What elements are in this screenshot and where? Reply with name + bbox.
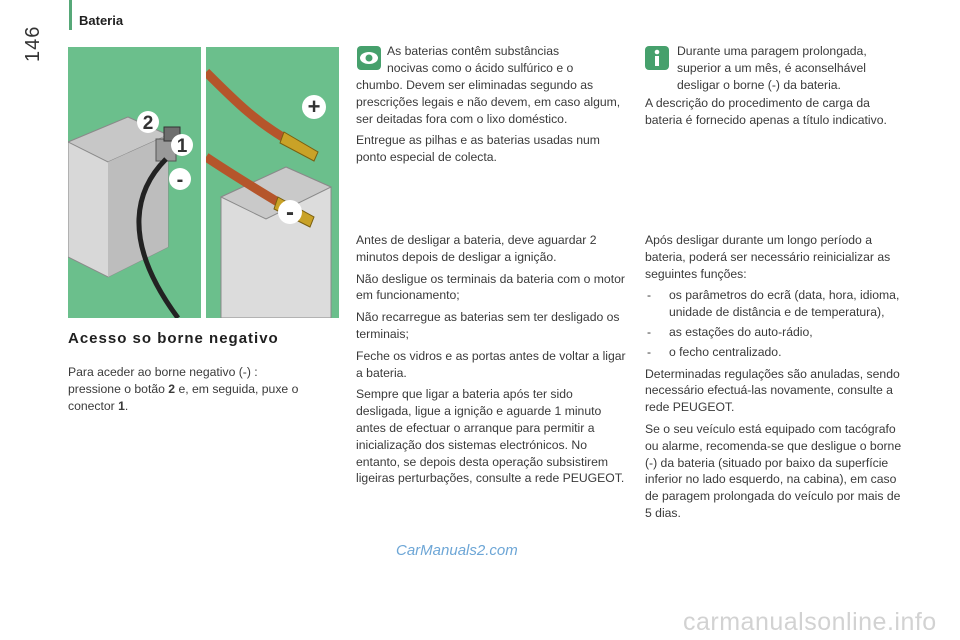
- page-number: 146: [22, 25, 44, 62]
- intro-line-3: conector 1.: [68, 398, 129, 413]
- section-title: Bateria: [79, 13, 124, 28]
- intro-line-1: Para aceder ao borne negativo (-) :: [68, 365, 258, 379]
- section-marker-bar: [69, 0, 72, 30]
- jump-cable-illustration: [206, 47, 339, 318]
- environment-note-head: As baterias contêm substâncias nocivas como o ácido sulfúrico e o: [387, 44, 574, 75]
- label-connector-1: 1: [176, 136, 188, 157]
- info-note: Durante uma paragem prolongada, superior a um mês, é aconselhável desligar o borne (-) da bateria.: [677, 44, 867, 92]
- negative-terminal-instructions: [68, 364, 333, 414]
- list-item: - as estações do auto-rádio,: [645, 324, 910, 341]
- label-positive: +: [307, 94, 321, 119]
- watermark-carmanualsonline[interactable]: carmanualsonline.info: [683, 608, 937, 636]
- list-item: - o fecho centralizado.: [645, 344, 910, 361]
- intro-line-2: pressione o botão 2 e, em seguida, puxe o: [68, 381, 299, 396]
- function-list: [645, 287, 910, 360]
- label-negative-right: -: [286, 199, 294, 226]
- environment-eye-icon: [357, 46, 381, 70]
- reinitialization-section: Após desligar durante um longo período a bateria, poderá ser necessário reinicializar as seguintes funções: - os parâmetros do ecrã (data, hora, idioma, unidade de distância e de temperatura), - as estações do auto-rádio, - o fecho centralizado. Determinadas regulações são anuladas, sendo necessário efectuá-las novamente, consulte a rede PEUGEOT. Se o seu veículo está equipado com tacógrafo ou alarme, recomenda-se que desligue o borne (-) da bateria (situado por baixo da superfície inferior no lado esquerdo, na cabina), em caso de paragem prolongada do veículo por mais de 5 dias.: [645, 232, 910, 527]
- list-item: - os parâmetros do ecrã (data, hora, idioma, unidade de distância e de temperatura),: [645, 287, 910, 321]
- label-button-2: 2: [142, 113, 154, 134]
- section-heading: Acesso so borne negativo: [68, 330, 279, 347]
- disconnect-instructions: Antes de desligar a bateria, deve aguardar 2 minutos depois de desligar a ignição. Não desligue os terminais da bateria com o motor em funcionamento; Não recarregue as baterias sem ter desligado os terminais; Feche os vidros e as portas antes de voltar a ligar a bateria. Sempre que ligar a bateria após ter sido desligada, ligue a ignição e aguarde 1 minuto antes de efectuar o arranque para permitir a inicialização dos sistemas electrónicos. No entanto, se depois desta operação subsistirem ligeiras perturbações, consulte a rede PEUGEOT.: [356, 233, 626, 486]
- info-icon: [645, 46, 669, 70]
- label-negative-left: -: [176, 169, 184, 191]
- watermark-carmanuals2[interactable]: CarManuals2.com: [396, 542, 518, 559]
- battery-terminal-illustration: [68, 47, 201, 318]
- environment-note-body: chumbo. Devem ser eliminadas segundo as prescrições legais e não devem, em caso algum, ser deitadas fora com o lixo doméstico. Entregue as pilhas e as baterias usadas num ponto especial de colecta.: [356, 78, 621, 165]
- charging-note: A descrição do procedimento de carga da bateria é fornecido apenas a título indicativo.: [645, 96, 887, 127]
